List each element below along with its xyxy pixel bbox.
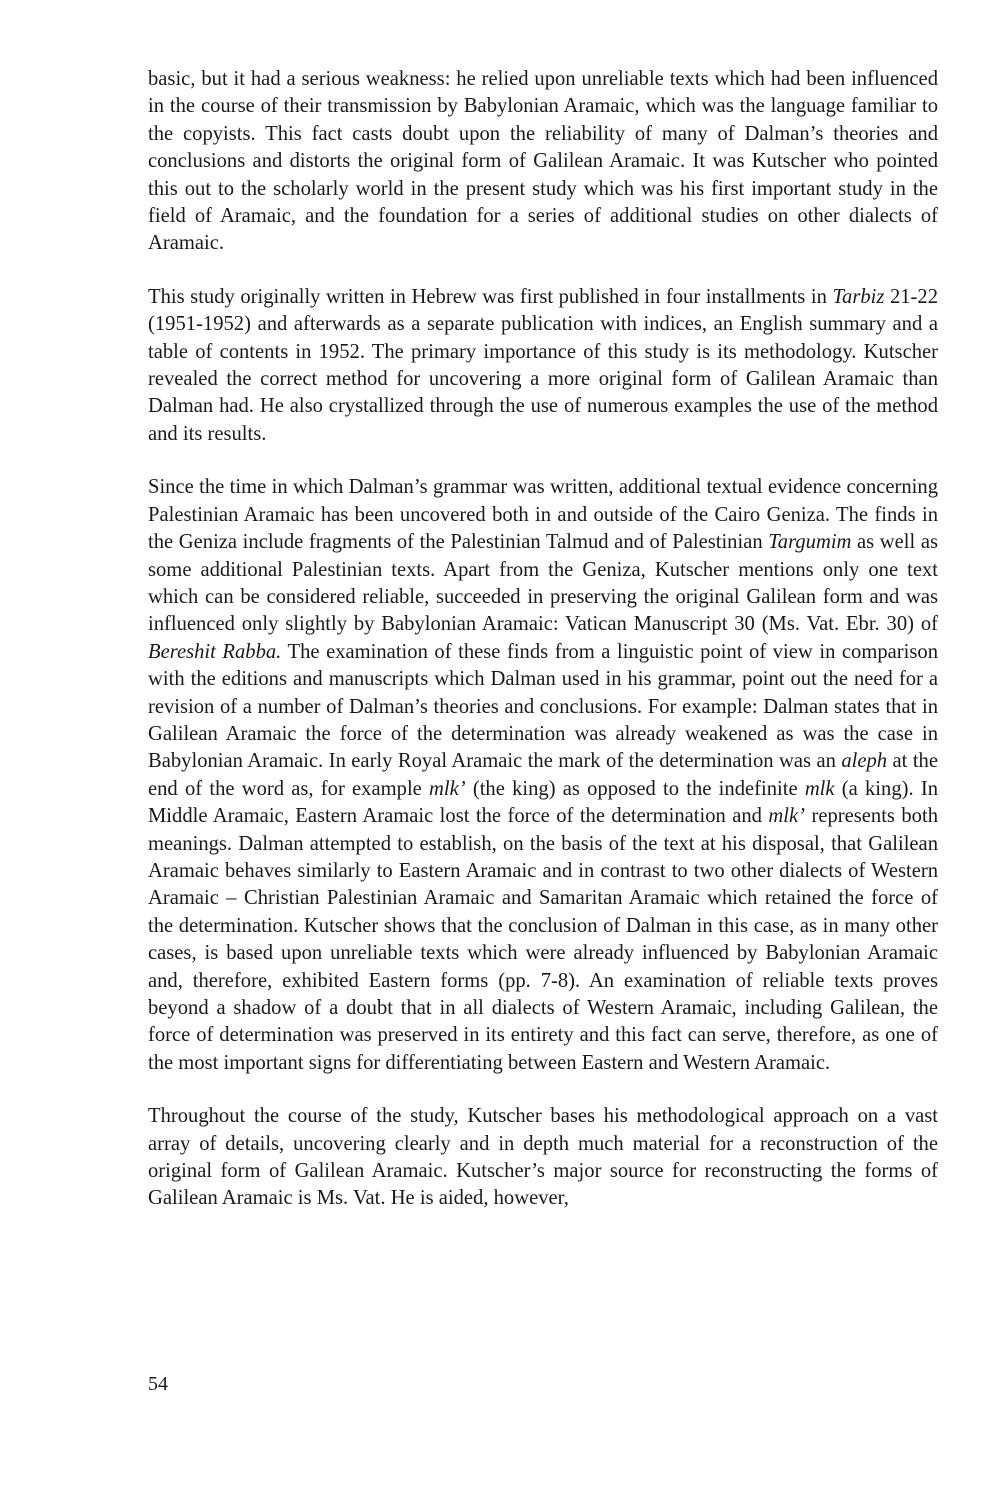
italic-term: mlk’ [768, 805, 806, 828]
page-body [148, 66, 938, 1239]
paragraph-text: (the king) as opposed to the indefinite [465, 777, 805, 800]
italic-term: mlk’ [429, 777, 466, 800]
journal-title: Tarbiz [832, 285, 885, 308]
paragraph-1 [148, 66, 938, 258]
paragraph-text: Throughout the course of the study, Kutscher bases his methodological approach on a vast array of details, uncovering clearly and in depth much material for a reconstruction of the original form of Galilean Aramaic. Kutscher’s major source for reconstructing the forms of Galilean Aramaic is Ms. Vat. He is aided, however, [148, 1105, 938, 1210]
paragraph-3 [148, 474, 938, 1077]
paragraph-text: The examination of these finds from a linguistic point of view in comparison with the editions and manuscripts which Dalman used in his grammar, point out the need for a revision of a number of Dalman’s theories and conclusions. For example: Dalman states that in Galilean Aramaic the force of the determination was already weakened as was the case in Babylonian Aramaic. In early Royal Aramaic the mark of the determination was an [148, 640, 938, 773]
paragraph-text: 21-22 (1951-1952) and afterwards as a separate publication with indices, an English summary and a table of contents in 1952. The primary importance of this study is its methodology. Kutscher revealed the correct method for uncovering a more original form of Galilean Aramaic than Dalman had. He also crystallized through the use of numerous examples the use of the method and its results. [148, 285, 938, 445]
paragraph-text: (a king). In Middle Aramaic, Eastern Aramaic lost the force of the determination and [148, 777, 938, 828]
paragraph-text: Since the time in which Dalman’s grammar was written, additional textual evidence concerning Palestinian Aramaic has been uncovered both in and outside of the Cairo Geniza. The finds in the Geniza include fragments of the Palestinian Talmud and of Palestinian [148, 476, 938, 554]
italic-term: mlk [804, 777, 835, 800]
paragraph-text: represents both meanings. Dalman attempted to establish, on the basis of the text at his disposal, that Galilean Aramaic behaves similarly to Eastern Aramaic and in contrast to two other dialects of Western Aramaic – Christian Palestinian Aramaic and Samaritan Aramaic which retained the force of the determination. Kutscher shows that the conclusion of Dalman in this case, as in many other cases, is based upon unreliable texts which were already influenced by Babylonian Aramaic and, therefore, exhibited Eastern forms (pp. 7-8). An examination of reliable texts proves beyond a shadow of a doubt that in all dialects of Western Aramaic, including Galilean, the force of determination was preserved in its entirety and this fact can serve, therefore, as one of the most important signs for differentiating between Eastern and Western Aramaic. [148, 805, 938, 1074]
paragraph-text: basic, but it had a serious weakness: he relied upon unreliable texts which had been influenced in the course of their transmission by Babylonian Aramaic, which was the language familiar to the copyists. This fact casts doubt upon the reliability of many of Dalman’s theories and conclusions and distorts the original form of Galilean Aramaic. It was Kutscher who pointed this out to the scholarly world in the present study which was his first important study in the field of Aramaic, and the foundation for a series of additional studies on other dialects of Aramaic. [148, 68, 938, 255]
italic-term: aleph [841, 750, 888, 773]
paragraph-text: at the end of the word as, for example [148, 750, 938, 800]
paragraph-text: as well as some additional Palestinian texts. Apart from the Geniza, Kutscher mentions only one text which can be considered reliable, succeeded in preserving the original Galilean form and was influenced only slightly by Babylonian Aramaic: Vatican Manuscript 30 (Ms. Vat. Ebr. 30) of [148, 531, 938, 636]
italic-term: Targumim [768, 531, 852, 554]
paragraph-2 [148, 284, 938, 448]
italic-term: Bereshit Rabba. [148, 640, 282, 663]
paragraph-4 [148, 1103, 938, 1213]
page-number: 54 [148, 1373, 168, 1395]
paragraph-text: This study originally written in Hebrew was first published in four installments in [148, 285, 833, 308]
